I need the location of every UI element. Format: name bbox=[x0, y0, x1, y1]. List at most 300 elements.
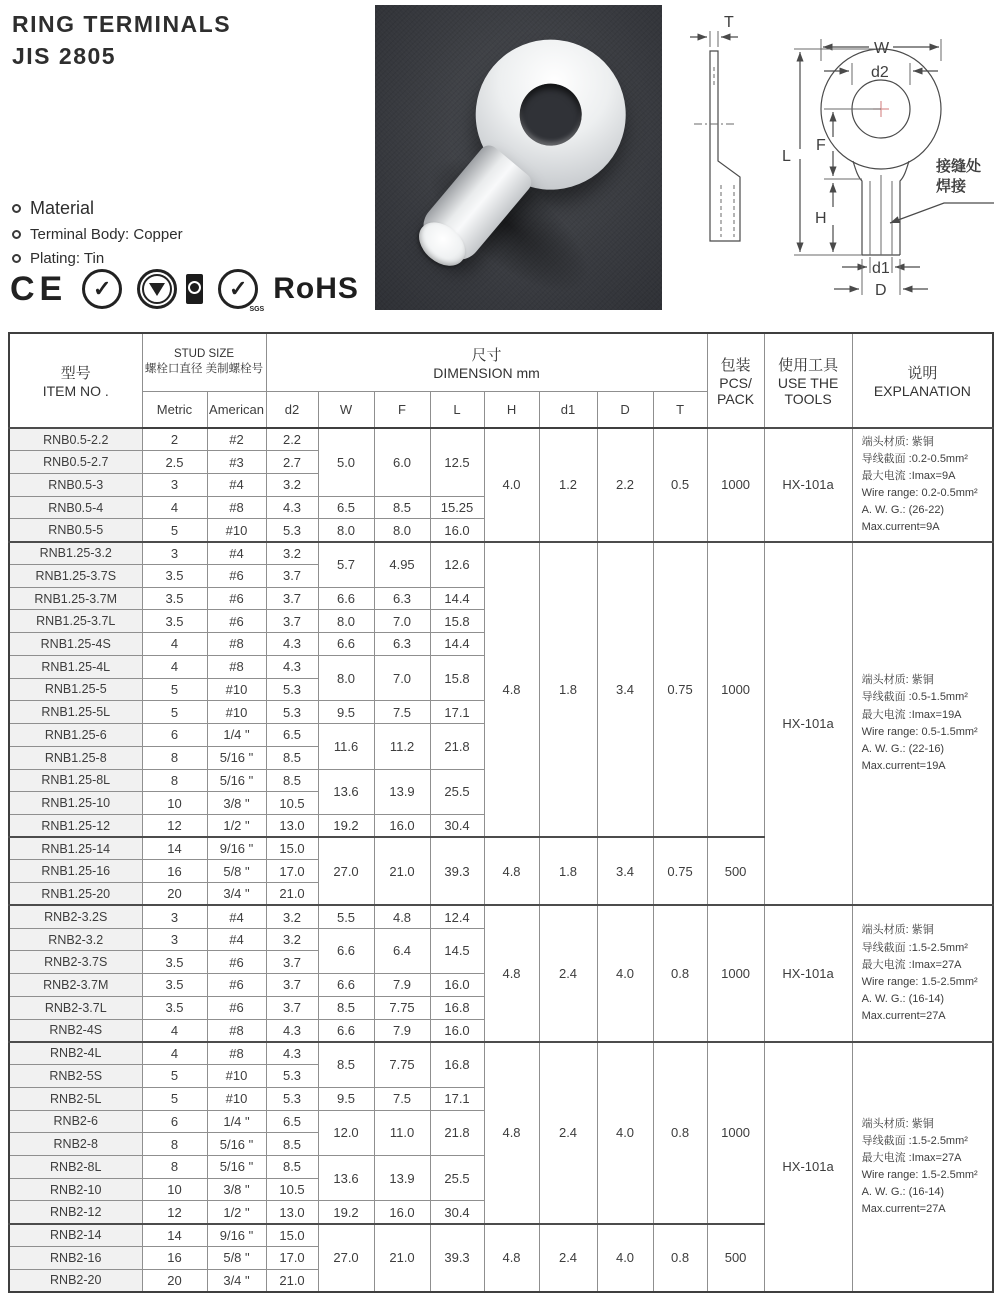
item-no-cell: RNB1.25-5 bbox=[9, 678, 142, 701]
spec-value-cell: 1000 bbox=[707, 905, 764, 1041]
spec-value-cell: 5/16 " bbox=[207, 769, 266, 792]
spec-value-cell: 7.9 bbox=[374, 1019, 430, 1042]
spec-value-cell: 16.0 bbox=[374, 1201, 430, 1224]
ukas-badge-icon bbox=[186, 274, 203, 304]
spec-value-cell: #6 bbox=[207, 996, 266, 1019]
spec-value-cell: 8 bbox=[142, 1133, 207, 1156]
spec-value-cell: 5 bbox=[142, 678, 207, 701]
spec-value-cell: 13.0 bbox=[266, 1201, 318, 1224]
spec-value-cell: 2.7 bbox=[266, 451, 318, 474]
spec-value-cell: 1/2 " bbox=[207, 1201, 266, 1224]
spec-value-cell: 10 bbox=[142, 1178, 207, 1201]
weld-note-line1: 接缝处 bbox=[936, 158, 982, 175]
spec-value-cell: 3.7 bbox=[266, 951, 318, 974]
spec-value-cell: 3.2 bbox=[266, 542, 318, 565]
spec-value-cell: 4.3 bbox=[266, 655, 318, 678]
spec-value-cell: 21.0 bbox=[266, 883, 318, 906]
spec-value-cell: 13.9 bbox=[374, 769, 430, 814]
spec-value-cell: 4.3 bbox=[266, 1042, 318, 1065]
col-header-H: H bbox=[484, 391, 539, 428]
spec-value-cell: 2.4 bbox=[539, 1224, 597, 1292]
spec-value-cell: 4.8 bbox=[484, 837, 539, 905]
spec-table-header bbox=[9, 333, 993, 428]
col-header-american: American bbox=[207, 391, 266, 428]
spec-value-cell: 16.8 bbox=[430, 1042, 484, 1087]
spec-value-cell: 21.0 bbox=[266, 1269, 318, 1292]
spec-value-cell: 5.3 bbox=[266, 519, 318, 542]
spec-value-cell: #4 bbox=[207, 542, 266, 565]
spec-value-cell: 0.75 bbox=[653, 542, 707, 838]
spec-value-cell: 6.6 bbox=[318, 974, 374, 997]
item-no-cell: RNB1.25-3.7L bbox=[9, 610, 142, 633]
spec-value-cell: 5.3 bbox=[266, 701, 318, 724]
spec-value-cell: 8.5 bbox=[266, 746, 318, 769]
spec-value-cell: 12.0 bbox=[318, 1110, 374, 1155]
spec-value-cell: 16.0 bbox=[374, 814, 430, 837]
item-no-cell: RNB0.5-2.7 bbox=[9, 451, 142, 474]
dim-label-W: W bbox=[874, 40, 890, 57]
spec-value-cell: 17.0 bbox=[266, 860, 318, 883]
spec-value-cell: 30.4 bbox=[430, 1201, 484, 1224]
spec-value-cell: #8 bbox=[207, 655, 266, 678]
spec-value-cell: #6 bbox=[207, 587, 266, 610]
spec-value-cell: 500 bbox=[707, 1224, 764, 1292]
col-header-item-no: 型号 ITEM NO . bbox=[9, 333, 142, 428]
spec-value-cell: #6 bbox=[207, 564, 266, 587]
spec-value-cell: #4 bbox=[207, 473, 266, 496]
item-no-cell: RNB1.25-4S bbox=[9, 633, 142, 656]
page-title-line1: RING TERMINALS bbox=[12, 11, 232, 37]
sgs-check-badge-icon bbox=[218, 269, 258, 309]
spec-value-cell: #10 bbox=[207, 701, 266, 724]
item-no-cell: RNB1.25-3.7M bbox=[9, 587, 142, 610]
spec-value-cell: 5 bbox=[142, 701, 207, 724]
bullet-icon bbox=[12, 204, 21, 213]
spec-value-cell: 39.3 bbox=[430, 1224, 484, 1292]
spec-value-cell: 5 bbox=[142, 1087, 207, 1110]
item-no-cell: RNB2-4S bbox=[9, 1019, 142, 1042]
spec-value-cell: 6.6 bbox=[318, 633, 374, 656]
spec-value-cell: 4.3 bbox=[266, 633, 318, 656]
spec-value-cell: 3.5 bbox=[142, 951, 207, 974]
spec-value-cell: 3.7 bbox=[266, 564, 318, 587]
item-no-cell: RNB2-3.7S bbox=[9, 951, 142, 974]
spec-value-cell: 3.5 bbox=[142, 974, 207, 997]
spec-value-cell: 8.5 bbox=[266, 1156, 318, 1179]
explanation-cell: 端头材质: 紫铜 导线截面 :0.5-1.5mm² 最大电流 :Imax=19A Wire range: 0.5-1.5mm² A. W. G.: (22-16) Max.current=19A bbox=[852, 542, 993, 906]
spec-value-cell: 17.1 bbox=[430, 1087, 484, 1110]
tool-cell: HX-101a bbox=[764, 1042, 852, 1292]
spec-value-cell: 17.0 bbox=[266, 1246, 318, 1269]
spec-value-cell: 19.2 bbox=[318, 814, 374, 837]
spec-value-cell: 0.75 bbox=[653, 837, 707, 905]
tool-cell: HX-101a bbox=[764, 428, 852, 542]
spec-value-cell: 5 bbox=[142, 519, 207, 542]
spec-value-cell: 16 bbox=[142, 1246, 207, 1269]
spec-value-cell: 8 bbox=[142, 769, 207, 792]
spec-value-cell: 13.6 bbox=[318, 1156, 374, 1201]
item-no-cell: RNB1.25-3.2 bbox=[9, 542, 142, 565]
spec-value-cell: 6.6 bbox=[318, 587, 374, 610]
spec-value-cell: 6.6 bbox=[318, 928, 374, 973]
spec-value-cell: 5.3 bbox=[266, 1065, 318, 1088]
spec-value-cell: 3/8 " bbox=[207, 1178, 266, 1201]
sgs-label: SGS bbox=[249, 306, 265, 313]
item-no-cell: RNB1.25-8L bbox=[9, 769, 142, 792]
spec-value-cell: 3 bbox=[142, 905, 207, 928]
spec-value-cell: 7.75 bbox=[374, 996, 430, 1019]
spec-value-cell: 5.3 bbox=[266, 678, 318, 701]
spec-value-cell: 3.2 bbox=[266, 928, 318, 951]
spec-value-cell: 13.0 bbox=[266, 814, 318, 837]
spec-value-cell: 4 bbox=[142, 496, 207, 519]
spec-value-cell: 3 bbox=[142, 542, 207, 565]
spec-value-cell: 17.1 bbox=[430, 701, 484, 724]
spec-value-cell: 27.0 bbox=[318, 1224, 374, 1292]
spec-value-cell: 7.9 bbox=[374, 974, 430, 997]
spec-value-cell: 6.5 bbox=[266, 1110, 318, 1133]
item-no-cell: RNB1.25-20 bbox=[9, 883, 142, 906]
spec-value-cell: #6 bbox=[207, 951, 266, 974]
spec-value-cell: #6 bbox=[207, 974, 266, 997]
spec-value-cell: 3.7 bbox=[266, 587, 318, 610]
spec-value-cell: 25.5 bbox=[430, 1156, 484, 1201]
spec-value-cell: #8 bbox=[207, 496, 266, 519]
item-no-cell: RNB2-8L bbox=[9, 1156, 142, 1179]
spec-value-cell: 3.5 bbox=[142, 587, 207, 610]
spec-value-cell: 20 bbox=[142, 1269, 207, 1292]
dim-label-d1: d1 bbox=[872, 260, 890, 277]
spec-value-cell: 7.5 bbox=[374, 1087, 430, 1110]
spec-value-cell: 4 bbox=[142, 1019, 207, 1042]
col-header-T: T bbox=[653, 391, 707, 428]
spec-value-cell: 7.5 bbox=[374, 701, 430, 724]
sgs-badge-wrap bbox=[218, 269, 265, 313]
item-no-cell: RNB1.25-5L bbox=[9, 701, 142, 724]
list-item bbox=[12, 198, 183, 219]
spec-value-cell: 11.0 bbox=[374, 1110, 430, 1155]
spec-value-cell: 9/16 " bbox=[207, 1224, 266, 1247]
item-no-cell: RNB2-20 bbox=[9, 1269, 142, 1292]
spec-value-cell: 16.0 bbox=[430, 974, 484, 997]
spec-value-cell: #8 bbox=[207, 1019, 266, 1042]
item-no-cell: RNB1.25-8 bbox=[9, 746, 142, 769]
rohs-label: RoHS bbox=[273, 272, 359, 305]
terminal-ring-hole bbox=[507, 71, 594, 158]
spec-value-cell: 4 bbox=[142, 655, 207, 678]
spec-value-cell: 4.0 bbox=[597, 1042, 653, 1224]
spec-value-cell: #8 bbox=[207, 1042, 266, 1065]
spec-value-cell: 12.4 bbox=[430, 905, 484, 928]
spec-value-cell: 21.0 bbox=[374, 837, 430, 905]
spec-value-cell: 2.4 bbox=[539, 905, 597, 1041]
spec-value-cell: 1000 bbox=[707, 428, 764, 542]
dim-label-H: H bbox=[815, 210, 827, 227]
spec-value-cell: 16 bbox=[142, 860, 207, 883]
spec-value-cell: 2.2 bbox=[597, 428, 653, 542]
spec-value-cell: 3/4 " bbox=[207, 883, 266, 906]
check-icon: ✓ bbox=[229, 276, 248, 301]
spec-value-cell: #8 bbox=[207, 633, 266, 656]
spec-value-cell: 15.0 bbox=[266, 837, 318, 860]
spec-value-cell: 11.6 bbox=[318, 724, 374, 769]
spec-value-cell: 6.4 bbox=[374, 928, 430, 973]
spec-value-cell: 1.8 bbox=[539, 542, 597, 838]
item-no-cell: RNB2-10 bbox=[9, 1178, 142, 1201]
dim-label-L: L bbox=[782, 148, 791, 165]
spec-value-cell: 14 bbox=[142, 837, 207, 860]
spec-value-cell: 14.4 bbox=[430, 633, 484, 656]
spec-value-cell: 0.5 bbox=[653, 428, 707, 542]
spec-value-cell: #2 bbox=[207, 428, 266, 451]
spec-value-cell: 3/8 " bbox=[207, 792, 266, 815]
tool-cell: HX-101a bbox=[764, 905, 852, 1041]
item-no-cell: RNB0.5-3 bbox=[9, 473, 142, 496]
spec-value-cell: 5 bbox=[142, 1065, 207, 1088]
spec-value-cell: 6.6 bbox=[318, 1019, 374, 1042]
item-no-cell: RNB2-5L bbox=[9, 1087, 142, 1110]
item-no-cell: RNB2-12 bbox=[9, 1201, 142, 1224]
spec-value-cell: 15.25 bbox=[430, 496, 484, 519]
spec-value-cell: 21.8 bbox=[430, 724, 484, 769]
spec-value-cell: 3.7 bbox=[266, 996, 318, 1019]
spec-value-cell: 1/4 " bbox=[207, 724, 266, 747]
spec-value-cell: 13.6 bbox=[318, 769, 374, 814]
material-plating: Plating: Tin bbox=[30, 250, 105, 267]
spec-value-cell: #4 bbox=[207, 905, 266, 928]
item-no-cell: RNB2-6 bbox=[9, 1110, 142, 1133]
item-no-cell: RNB2-4L bbox=[9, 1042, 142, 1065]
bullet-icon bbox=[12, 254, 21, 263]
col-header-tools: 使用工具 USE THE TOOLS bbox=[764, 333, 852, 428]
dim-label-d2: d2 bbox=[871, 64, 889, 81]
spec-value-cell: 4.0 bbox=[597, 1224, 653, 1292]
spec-value-cell: 8.5 bbox=[266, 769, 318, 792]
item-no-cell: RNB2-16 bbox=[9, 1246, 142, 1269]
col-header-metric: Metric bbox=[142, 391, 207, 428]
quality-check-badge-icon bbox=[82, 269, 122, 309]
spec-value-cell: 9/16 " bbox=[207, 837, 266, 860]
col-header-dimension: 尺寸 DIMENSION mm bbox=[266, 333, 707, 391]
spec-value-cell: 8.5 bbox=[318, 996, 374, 1019]
spec-value-cell: #10 bbox=[207, 519, 266, 542]
spec-value-cell: 3.7 bbox=[266, 974, 318, 997]
spec-value-cell: 10.5 bbox=[266, 1178, 318, 1201]
item-no-cell: RNB0.5-2.2 bbox=[9, 428, 142, 451]
spec-value-cell: 14.5 bbox=[430, 928, 484, 973]
spec-value-cell: 4.3 bbox=[266, 496, 318, 519]
iso-triangle-badge-icon bbox=[137, 269, 177, 309]
spec-value-cell: 14 bbox=[142, 1224, 207, 1247]
dim-label-T: T bbox=[724, 14, 734, 31]
item-no-cell: RNB1.25-14 bbox=[9, 837, 142, 860]
bullet-icon bbox=[12, 230, 21, 239]
spec-value-cell: 6.3 bbox=[374, 633, 430, 656]
item-no-cell: RNB2-5S bbox=[9, 1065, 142, 1088]
table-row bbox=[9, 428, 993, 451]
item-no-cell: RNB1.25-12 bbox=[9, 814, 142, 837]
spec-value-cell: 0.8 bbox=[653, 905, 707, 1041]
spec-value-cell: 4.0 bbox=[484, 428, 539, 542]
item-no-cell: RNB0.5-4 bbox=[9, 496, 142, 519]
spec-value-cell: 4 bbox=[142, 633, 207, 656]
spec-value-cell: 14.4 bbox=[430, 587, 484, 610]
dim-label-F: F bbox=[816, 137, 826, 154]
weld-note-line2: 焊接 bbox=[936, 178, 967, 195]
col-header-L: L bbox=[430, 391, 484, 428]
spec-value-cell: 5/8 " bbox=[207, 1246, 266, 1269]
spec-value-cell: 30.4 bbox=[430, 814, 484, 837]
spec-value-cell: 6 bbox=[142, 724, 207, 747]
spec-value-cell: 3.5 bbox=[142, 996, 207, 1019]
spec-value-cell: 3.4 bbox=[597, 542, 653, 838]
spec-value-cell: 2.5 bbox=[142, 451, 207, 474]
dimension-diagram-svg bbox=[676, 8, 996, 308]
spec-value-cell: 4.0 bbox=[597, 905, 653, 1041]
material-list bbox=[12, 198, 183, 274]
page-title-line2: JIS 2805 bbox=[12, 43, 117, 70]
spec-value-cell: 4 bbox=[142, 1042, 207, 1065]
spec-value-cell: 8.5 bbox=[318, 1042, 374, 1087]
col-header-F: F bbox=[374, 391, 430, 428]
spec-value-cell: 4.95 bbox=[374, 542, 430, 587]
spec-value-cell: 2.4 bbox=[539, 1042, 597, 1224]
spec-table-body bbox=[9, 428, 993, 1292]
spec-value-cell: 25.5 bbox=[430, 769, 484, 814]
spec-value-cell: 7.0 bbox=[374, 655, 430, 700]
spec-value-cell: 12 bbox=[142, 814, 207, 837]
item-no-cell: RNB1.25-3.7S bbox=[9, 564, 142, 587]
item-no-cell: RNB2-3.2 bbox=[9, 928, 142, 951]
spec-value-cell: 3 bbox=[142, 928, 207, 951]
spec-value-cell: 5.3 bbox=[266, 1087, 318, 1110]
spec-value-cell: 6.3 bbox=[374, 587, 430, 610]
spec-value-cell: 3.5 bbox=[142, 564, 207, 587]
explanation-cell: 端头材质: 紫铜 导线截面 :1.5-2.5mm² 最大电流 :Imax=27A Wire range: 1.5-2.5mm² A. W. G.: (16-14) Max.current=27A bbox=[852, 905, 993, 1041]
spec-value-cell: #3 bbox=[207, 451, 266, 474]
item-no-cell: RNB2-3.7M bbox=[9, 974, 142, 997]
spec-value-cell: 3.5 bbox=[142, 610, 207, 633]
spec-value-cell: #10 bbox=[207, 678, 266, 701]
table-row bbox=[9, 905, 993, 928]
col-header-d2: d2 bbox=[266, 391, 318, 428]
spec-value-cell: 3.2 bbox=[266, 905, 318, 928]
spec-value-cell: 8.0 bbox=[318, 610, 374, 633]
spec-value-cell: 500 bbox=[707, 837, 764, 905]
list-item bbox=[12, 250, 183, 267]
spec-value-cell: 8 bbox=[142, 746, 207, 769]
item-no-cell: RNB2-14 bbox=[9, 1224, 142, 1247]
spec-value-cell: 15.8 bbox=[430, 655, 484, 700]
spec-table bbox=[8, 332, 994, 1293]
spec-value-cell: 5.5 bbox=[318, 905, 374, 928]
item-no-cell: RNB0.5-5 bbox=[9, 519, 142, 542]
spec-value-cell: 8.0 bbox=[374, 519, 430, 542]
spec-value-cell: 1000 bbox=[707, 1042, 764, 1224]
spec-value-cell: 13.9 bbox=[374, 1156, 430, 1201]
spec-value-cell: 4.8 bbox=[484, 1224, 539, 1292]
spec-value-cell: 4.3 bbox=[266, 1019, 318, 1042]
spec-value-cell: 16.8 bbox=[430, 996, 484, 1019]
spec-value-cell: 16.0 bbox=[430, 519, 484, 542]
col-header-stud-size: STUD SIZE 螺栓口直径 美制螺栓号 bbox=[142, 333, 266, 391]
spec-value-cell: 3/4 " bbox=[207, 1269, 266, 1292]
spec-value-cell: 1/2 " bbox=[207, 814, 266, 837]
spec-value-cell: 3 bbox=[142, 473, 207, 496]
spec-value-cell: 6.5 bbox=[266, 724, 318, 747]
spec-value-cell: 8 bbox=[142, 1156, 207, 1179]
explanation-cell: 端头材质: 紫铜 导线截面 :1.5-2.5mm² 最大电流 :Imax=27A Wire range: 1.5-2.5mm² A. W. G.: (16-14) Max.current=27A bbox=[852, 1042, 993, 1292]
spec-value-cell: 8.0 bbox=[318, 655, 374, 700]
spec-value-cell: 1.2 bbox=[539, 428, 597, 542]
spec-value-cell: #4 bbox=[207, 928, 266, 951]
spec-value-cell: 3.2 bbox=[266, 473, 318, 496]
item-no-cell: RNB1.25-6 bbox=[9, 724, 142, 747]
spec-value-cell: 1/4 " bbox=[207, 1110, 266, 1133]
spec-value-cell: #6 bbox=[207, 610, 266, 633]
material-body: Terminal Body: Copper bbox=[30, 226, 183, 243]
triangle-icon bbox=[149, 283, 165, 296]
spec-value-cell: 19.2 bbox=[318, 1201, 374, 1224]
spec-value-cell: 4.8 bbox=[484, 542, 539, 838]
spec-value-cell: 1.8 bbox=[539, 837, 597, 905]
item-no-cell: RNB2-8 bbox=[9, 1133, 142, 1156]
spec-value-cell: 5.7 bbox=[318, 542, 374, 587]
spec-value-cell: 8.0 bbox=[318, 519, 374, 542]
spec-value-cell: 7.75 bbox=[374, 1042, 430, 1087]
col-header-D: D bbox=[597, 391, 653, 428]
spec-value-cell: #10 bbox=[207, 1087, 266, 1110]
spec-value-cell: 12.5 bbox=[430, 428, 484, 496]
check-icon: ✓ bbox=[93, 276, 112, 301]
spec-value-cell: 9.5 bbox=[318, 1087, 374, 1110]
spec-value-cell: 27.0 bbox=[318, 837, 374, 905]
spec-value-cell: 10 bbox=[142, 792, 207, 815]
spec-value-cell: 6.0 bbox=[374, 428, 430, 496]
col-header-explanation: 说明 EXPLANATION bbox=[852, 333, 993, 428]
page-title bbox=[12, 8, 231, 72]
spec-value-cell: 5/16 " bbox=[207, 746, 266, 769]
spec-value-cell: 4.8 bbox=[484, 905, 539, 1041]
dimension-diagram bbox=[676, 8, 996, 308]
spec-value-cell: 5/8 " bbox=[207, 860, 266, 883]
col-header-pack: 包装 PCS/ PACK bbox=[707, 333, 764, 428]
col-header-W: W bbox=[318, 391, 374, 428]
spec-value-cell: 3.7 bbox=[266, 610, 318, 633]
spec-value-cell: 2.2 bbox=[266, 428, 318, 451]
spec-value-cell: 16.0 bbox=[430, 1019, 484, 1042]
spec-value-cell: 4.8 bbox=[374, 905, 430, 928]
item-no-cell: RNB2-3.7L bbox=[9, 996, 142, 1019]
spec-value-cell: 9.5 bbox=[318, 701, 374, 724]
spec-value-cell: 2 bbox=[142, 428, 207, 451]
spec-value-cell: 21.8 bbox=[430, 1110, 484, 1155]
spec-value-cell: 5/16 " bbox=[207, 1156, 266, 1179]
spec-value-cell: 12.6 bbox=[430, 542, 484, 587]
spec-value-cell: 10.5 bbox=[266, 792, 318, 815]
spec-value-cell: 21.0 bbox=[374, 1224, 430, 1292]
spec-value-cell: 11.2 bbox=[374, 724, 430, 769]
ce-mark-icon: CE bbox=[10, 269, 68, 308]
tool-cell: HX-101a bbox=[764, 542, 852, 906]
table-row bbox=[9, 1042, 993, 1065]
spec-value-cell: 0.8 bbox=[653, 1224, 707, 1292]
spec-value-cell: 5.0 bbox=[318, 428, 374, 496]
spec-value-cell: 1000 bbox=[707, 542, 764, 838]
table-row bbox=[9, 542, 993, 565]
spec-value-cell: 20 bbox=[142, 883, 207, 906]
product-photo bbox=[375, 5, 662, 310]
